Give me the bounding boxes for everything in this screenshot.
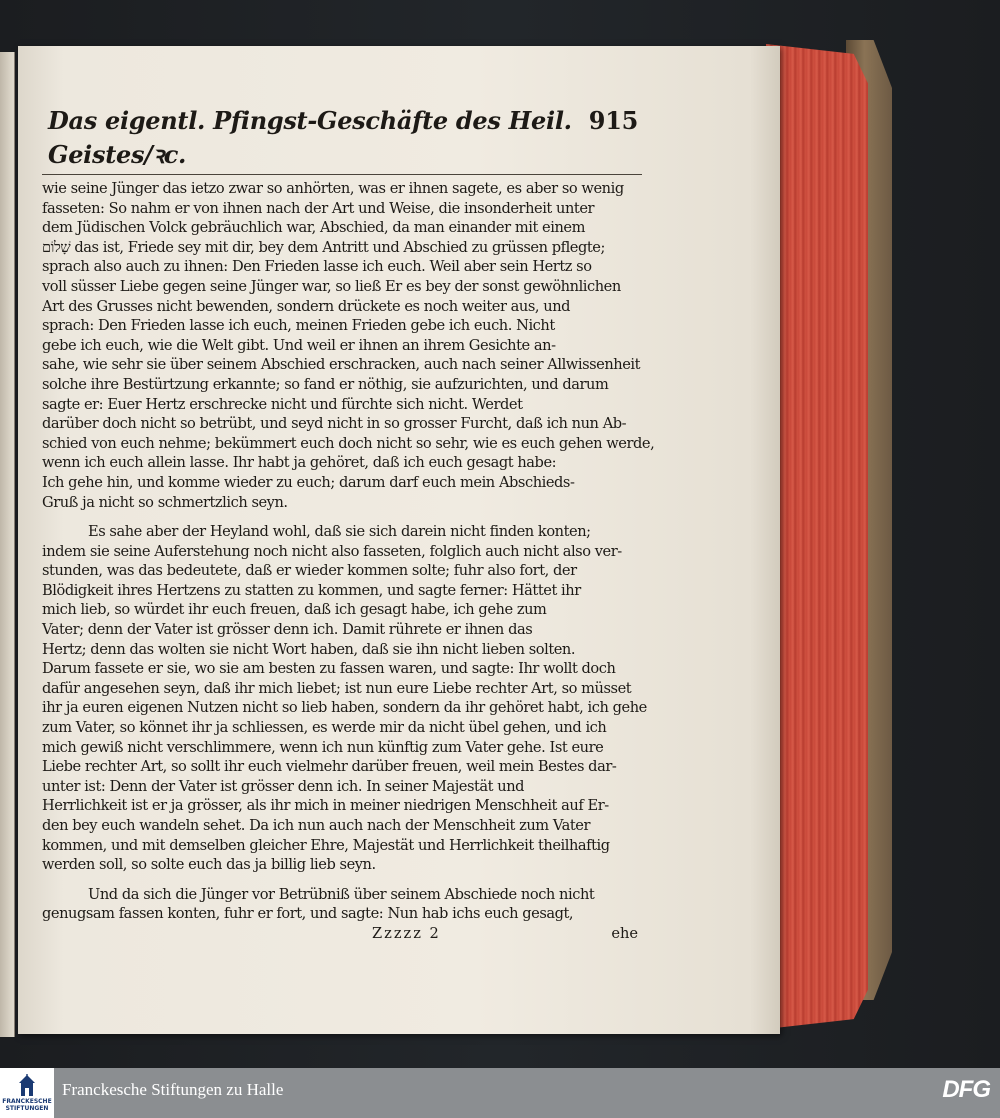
text-line: genugsam fassen konten, fuhr er fort, und sagte: Nun hab ichs euch gesagt, xyxy=(42,905,574,923)
text-line: Art des Grusses nicht bewenden, sondern drückete es noch weiter aus, und xyxy=(42,297,571,315)
text-line: sahe, wie sehr sie über seinem Abschied erschracken, auch nach seiner Allwissenheit xyxy=(42,356,641,374)
text-line: zum Vater, so könnet ihr ja schliessen, es werde mir da nicht übel gehen, und ich xyxy=(42,719,607,737)
text-line: sprach also auch zu ihnen: Den Frieden lasse ich euch. Weil aber sein Hertz so xyxy=(42,258,592,276)
building-icon xyxy=(19,1074,35,1096)
text-line: gebe ich euch, wie die Welt gibt. Und weil er ihnen an ihrem Gesichte an- xyxy=(42,336,556,354)
text-line: Vater; denn der Vater ist grösser denn ich. Damit rührete er ihnen das xyxy=(42,621,533,639)
text-line: voll süsser Liebe gegen seine Jünger war, so ließ Er es bey der sonst gewöhnlichen xyxy=(42,277,621,295)
text-line: kommen, und mit demselben gleicher Ehre, Majestät und Herrlichkeit theilhaftig xyxy=(42,836,610,854)
text-line: Gruß ja nicht so schmertzlich seyn. xyxy=(42,493,288,511)
page-text xyxy=(42,104,655,944)
text-line: Ich gehe hin, und komme wieder zu euch; darum darf euch mein Abschieds- xyxy=(42,473,575,491)
text-line: stunden, was das bedeutete, daß er wieder kommen solte; fuhr also fort, der xyxy=(42,562,577,580)
text-line: Liebe rechter Art, so sollt ihr euch vielmehr darüber freuen, weil mein Bestes dar- xyxy=(42,758,617,776)
text-line: wenn ich euch allein lasse. Ihr habt ja gehöret, daß ich euch gesagt habe: xyxy=(42,454,557,472)
text-line: sagte er: Euer Hertz erschrecke nicht und fürchte sich nicht. Werdet xyxy=(42,395,523,413)
institution-logo[interactable] xyxy=(0,1068,54,1118)
text-line: solche ihre Bestürtzung erkannte; so fand er nöthig, sie aufzurichten, und darum xyxy=(42,375,609,393)
institution-name: Franckesche Stiftungen zu Halle xyxy=(62,1080,284,1099)
text-line: Darum fassete er sie, wo sie am besten zu fassen waren, und sagte: Ihr wollt doch xyxy=(42,660,616,678)
text-line: werden soll, so solte euch das ja billig lieb seyn. xyxy=(42,856,376,874)
text-line: dem Jüdischen Volck gebräuchlich war, Abschied, da man einander mit einem xyxy=(42,219,585,237)
red-page-edges xyxy=(766,44,868,1029)
text-line: Blödigkeit ihres Hertzens zu statten zu kommen, und sagte ferner: Hättet ihr xyxy=(42,581,581,599)
logo-text: FRANCKESCHE STIFTUNGEN xyxy=(2,1098,52,1112)
paragraph-3 xyxy=(42,885,642,924)
page-footer xyxy=(42,924,642,944)
text-line: unter ist: Denn der Vater ist grösser denn ich. In seiner Majestät und xyxy=(42,777,525,795)
paragraph-1 xyxy=(42,179,655,512)
running-header xyxy=(42,104,642,175)
text-line: Herrlichkeit ist er ja grösser, als ihr mich in meiner niedrigen Menschheit auf Er- xyxy=(42,797,609,815)
text-line: schied von euch nehme; bekümmert euch doch nicht so sehr, wie es euch gehen werde, xyxy=(42,434,655,452)
text-line: indem sie seine Auferstehung noch nicht also fasseten, folglich auch nicht also ver- xyxy=(42,542,622,560)
paragraph-2 xyxy=(42,522,647,875)
header-title: Das eigentl. Pfingst-Geschäfte des Heil. Geistes/ꝛc. xyxy=(48,106,572,169)
text-line: ihr ja euren eigenen Nutzen nicht so lieb haben, sondern da ihr gehöret habt, ich gehe xyxy=(42,699,647,717)
left-page-edge xyxy=(0,52,15,1037)
text-line: Und da sich die Jünger vor Betrübniß über seinem Abschiede noch nicht xyxy=(88,885,595,903)
dfg-logo[interactable]: DFG xyxy=(942,1076,990,1103)
text-line: mich lieb, so würdet ihr euch freuen, daß ich gesagt habe, ich gehe zum xyxy=(42,601,547,619)
page-number: 915 xyxy=(588,106,638,135)
text-line: sprach: Den Frieden lasse ich euch, meinen Frieden gebe ich euch. Nicht xyxy=(42,317,555,335)
text-line: dafür angesehen seyn, daß ihr mich liebet; ist nun eure Liebe rechter Art, so müsset xyxy=(42,679,632,697)
text-line: שָׁלוֹם das ist, Friede sey mit dir, bey dem Antritt und Abschied zu grüssen pflegte; xyxy=(42,238,605,256)
text-line: Es sahe aber der Heyland wohl, daß sie sich darein nicht finden konten; xyxy=(88,523,591,541)
text-line: den bey euch wandeln sehet. Da ich nun auch nach der Menschheit zum Vater xyxy=(42,817,591,834)
text-line: mich gewiß nicht verschlimmere, wenn ich nun künftig zum Vater gehe. Ist eure xyxy=(42,738,604,756)
signature-mark: Zzzzz 2 xyxy=(372,924,441,942)
text-line: Hertz; denn das wolten sie nicht Wort haben, daß sie ihn nicht lieben solten. xyxy=(42,640,576,658)
catchword: ehe xyxy=(611,924,638,942)
text-line: wie seine Jünger das ietzo zwar so anhörten, was er ihnen sagete, es aber so wenig xyxy=(42,180,624,197)
text-line: darüber doch nicht so betrübt, und seyd nicht in so grosser Furcht, daß ich nun Ab- xyxy=(42,415,627,433)
text-line: fasseten: So nahm er von ihnen nach der Art und Weise, die insonderheit unter xyxy=(42,199,595,217)
